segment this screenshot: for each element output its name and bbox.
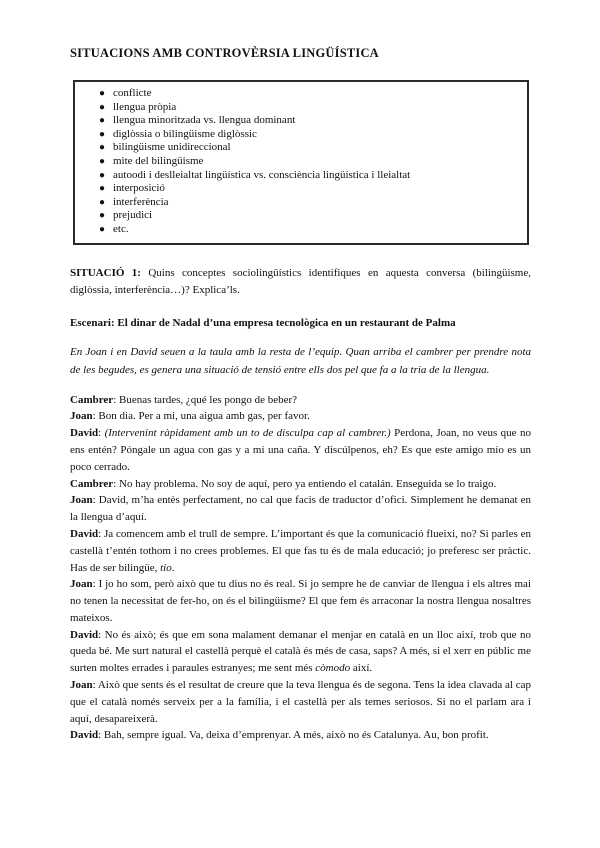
speech-text: : No és això; és que em sona malament demanar el menjar en català en un lloc així, trob que no queda bé. Me surt natural el castellà perquè el català és més de casa, saps? A més, si el xerr en públic me surten moltes errades i paraules estranyes; me sent més (70, 628, 531, 675)
italic-speech-text: tio (160, 561, 172, 574)
speech-text: Perdona, Joan, no veus que no ens entén? Póngale un agua con gas y a mí una caña. Y discúlpenos, eh? Es que este amigo mío es un poco cerrado. (70, 427, 531, 473)
document-title: SITUACIONS AMB CONTROVÈRSIA LINGÜÍSTICA (70, 46, 379, 60)
concept-item (87, 155, 517, 169)
situacio-label: SITUACIÓ 1: (70, 266, 141, 279)
speaker-name: David (70, 628, 99, 641)
bullet-icon: ● (99, 155, 106, 167)
dialogue-turn (70, 677, 531, 727)
concept-label: conflicte (113, 87, 152, 99)
bullet-icon: ● (99, 142, 106, 154)
escenari-heading: Escenari: El dinar de Nadal d’una empresa tecnològica en un restaurant de Palma (70, 316, 456, 329)
concept-label: diglòssia o bilingüisme diglòssic (113, 127, 257, 140)
speaker-name: Joan (70, 578, 93, 591)
bullet-icon: ● (99, 169, 106, 181)
concept-label: mite del bilingüisme (113, 154, 204, 167)
bullet-icon: ● (99, 183, 106, 195)
bullet-icon: ● (99, 223, 106, 235)
concept-item (87, 169, 517, 183)
concept-label: llengua minoritzada vs. llengua dominant (113, 114, 296, 127)
dialogue-turn (70, 408, 531, 425)
concepts-box (73, 80, 529, 245)
concept-label: llengua pròpia (113, 100, 177, 113)
bullet-icon: ● (99, 196, 106, 208)
bullet-icon: ● (99, 88, 106, 99)
concept-item (87, 223, 517, 237)
concept-label: interferència (113, 195, 169, 208)
scenario-intro-paragraph: En Joan i en David seuen a la taula amb la resta de l’equip. Quan arriba el cambrer per prendre nota de les begudes, es genera una situació de tensió entre ells dos pel que fa a la tria de la llengua. (70, 345, 531, 376)
speech-text: . (171, 561, 175, 574)
speaker-name: David (70, 729, 99, 742)
dialogue-turn (70, 476, 531, 493)
bullet-icon: ● (99, 128, 106, 140)
bullet-icon: ● (99, 101, 106, 113)
dialogue-turn (70, 576, 531, 626)
concept-item (87, 209, 517, 223)
dialogue-turn (70, 392, 531, 409)
concepts-list (87, 87, 517, 237)
speaker-name: David (70, 527, 99, 540)
speaker-name: Joan (70, 494, 93, 507)
concept-item (87, 114, 517, 128)
concept-item (87, 141, 517, 155)
dialogue-turn (70, 492, 531, 526)
speaker-name: David (70, 427, 99, 440)
situacio-text: Quins conceptes sociolingüístics identifiques en aquesta conversa (bilingüisme, diglòssia, interferència…)? Explica’ls. (70, 266, 531, 297)
speaker-name: Joan (70, 679, 93, 692)
dialogue-turn (70, 425, 531, 475)
speech-text: : Buenas tardes, ¿qué les pongo de beber? (113, 393, 298, 406)
speaker-name: Cambrer (70, 393, 114, 406)
italic-speech-text: còmodo (315, 662, 351, 675)
speech-text: : Ja comencem amb el trull de sempre. L’important és que la comunicació flueixi, no? Si parles en castellà t’entén tothom i no crees problemes. El que fas tu és de mala educació; jo preferesc ser pràctic. Has de ser bilingüe, (70, 527, 531, 574)
speech-text: : (98, 427, 105, 440)
dialogue-turn (70, 526, 531, 576)
speaker-name: Cambrer (70, 477, 114, 490)
speech-text: : I jo ho som, però això que tu dius no és real. Si jo sempre he de canviar de llengua i els altres mai no tenen la necessitat de fer-ho, on és el bilingüisme? El que fem és arraconar la nostra llengua nosaltres mateixos. (70, 578, 531, 624)
speech-text: : Això que sents és el resultat de creure que la teva llengua és de segona. Tens la idea clavada al cap que el català només serveix per a la família, i el castellà per als temes seriosos. Si no el parlam ara i aquí, desapareixerà. (70, 679, 531, 725)
concept-item (87, 128, 517, 142)
speech-text: : David, m’ha entès perfectament, no cal que facis de traductor d’ofici. Simplement he demanat en la llengua d’aquí. (70, 494, 531, 524)
concept-label: interposició (113, 182, 165, 195)
dialogue-turn (70, 627, 531, 677)
situacio-paragraph (70, 265, 531, 300)
concept-label: autoodi i deslleialtat lingüística vs. consciència lingüística i lleialtat (113, 168, 411, 181)
italic-speech-text: (Intervenint ràpidament amb un to de disculpa cap al cambrer.) (104, 427, 391, 440)
speech-text: : Bah, sempre igual. Va, deixa d’emprenyar. A més, això no és Catalunya. Au, bon profit. (98, 729, 489, 742)
speaker-name: Joan (70, 410, 93, 423)
bullet-icon: ● (99, 115, 106, 127)
concept-item (87, 87, 517, 101)
speech-text: : No hay problema. No soy de aquí, pero ya entiendo el catalán. Enseguida se lo traigo. (113, 477, 497, 490)
concept-label: etc. (113, 222, 129, 235)
dialogue-section (70, 392, 531, 745)
concept-item (87, 101, 517, 115)
speech-text: així. (350, 662, 373, 675)
concept-item (87, 196, 517, 210)
concept-item (87, 182, 517, 196)
dialogue-turn (70, 727, 531, 744)
bullet-icon: ● (99, 210, 106, 222)
concept-label: bilingüisme unidireccional (113, 141, 231, 154)
concept-label: prejudici (113, 209, 153, 222)
speech-text: : Bon dia. Per a mi, una aigua amb gas, per favor. (92, 410, 310, 423)
